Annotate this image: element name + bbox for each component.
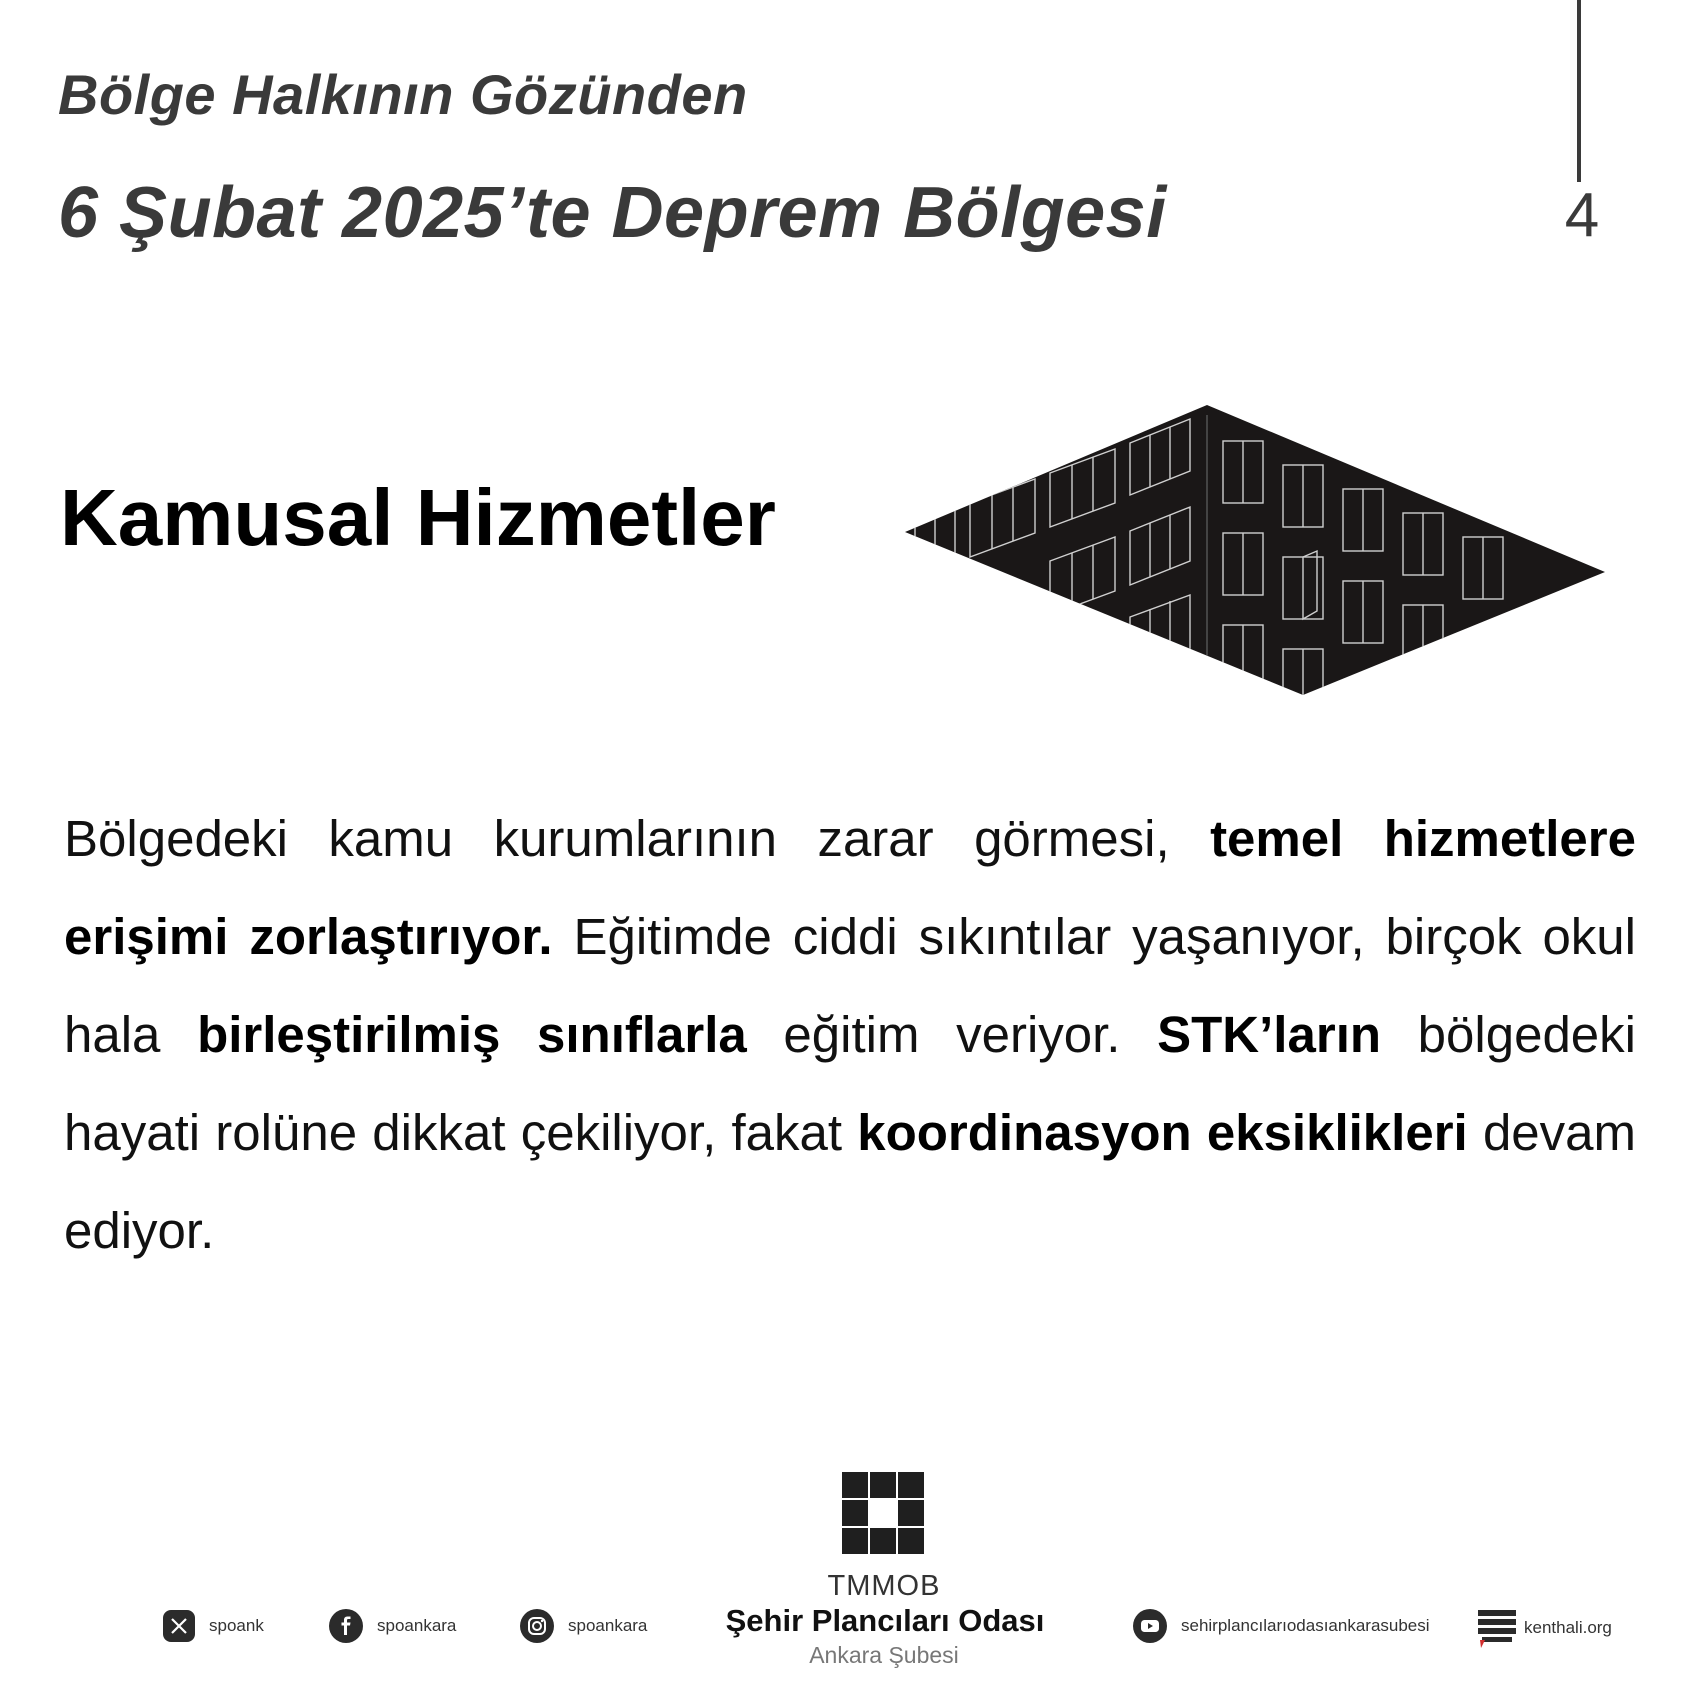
instagram-icon <box>520 1609 554 1643</box>
social-youtube-handle: sehirplancılarıodasıankarasubesi <box>1181 1616 1430 1635</box>
body-highlight-4: koordinasyon eksiklikleri <box>857 1104 1468 1161</box>
kenthali-icon <box>1478 1608 1516 1648</box>
youtube-icon <box>1133 1609 1167 1643</box>
body-text-5: devam ediyor. <box>64 1104 1637 1259</box>
body-text-4: bölgedeki hayati rolüne dikkat çekiliyor, fakat <box>64 1006 1637 1161</box>
body-highlight-1: temel hizmetlere erişimi zorlaştırıyor. <box>64 810 1636 965</box>
org-branch: Ankara Şubesi <box>809 1642 959 1668</box>
social-facebook[interactable] <box>329 1609 456 1643</box>
body-paragraph <box>64 790 1636 1280</box>
social-facebook-handle: spoankara <box>377 1616 457 1635</box>
body-text-1: Bölgedeki kamu kurumlarının zarar görmesi, <box>64 810 1211 867</box>
spo-logo <box>842 1472 924 1554</box>
org-name: Şehir Plancıları Odası <box>725 1603 1045 1638</box>
social-x[interactable] <box>163 1610 264 1642</box>
header-divider <box>1577 0 1581 182</box>
social-kenthali[interactable] <box>1478 1608 1612 1648</box>
page-number: 4 <box>1564 181 1600 250</box>
body-text-3: eğitim veriyor. <box>746 1006 1158 1063</box>
social-x-handle: spoank <box>209 1616 264 1635</box>
header-title: 6 Şubat 2025’te Deprem Bölgesi <box>58 173 1167 253</box>
social-kenthali-handle: kenthali.org <box>1524 1618 1612 1637</box>
header-subtitle: Bölge Halkının Gözünden <box>58 63 748 126</box>
org-tmmob: TMMOB <box>827 1570 941 1602</box>
body-highlight-3: STK’ların <box>1157 1006 1382 1063</box>
body-highlight-2: birleştirilmiş sınıflarla <box>197 1006 747 1063</box>
facebook-icon <box>329 1609 363 1643</box>
social-instagram-handle: spoankara <box>568 1616 648 1635</box>
social-youtube[interactable] <box>1133 1609 1430 1643</box>
body-text-2: Eğitimde ciddi sıkıntılar yaşanıyor, birçok okul hala <box>64 908 1637 1063</box>
x-icon <box>163 1610 195 1642</box>
section-title: Kamusal Hizmetler <box>60 473 776 562</box>
social-instagram[interactable] <box>520 1609 647 1643</box>
building-hole-illustration <box>905 405 1605 695</box>
